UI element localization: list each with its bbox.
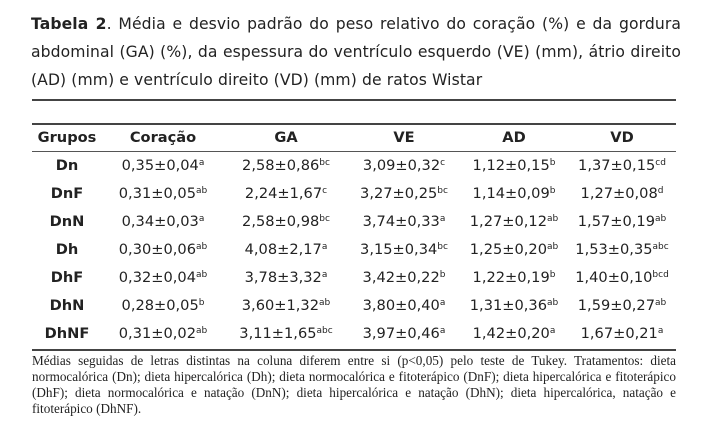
- table-row: [32, 207, 676, 235]
- vd-cell: [568, 235, 676, 263]
- cell-letters: b: [549, 269, 556, 280]
- cell-letters: ab: [546, 298, 559, 309]
- ad-cell: [460, 263, 568, 291]
- header-grupos: Grupos: [37, 129, 97, 146]
- ga-cell: [224, 235, 348, 263]
- ve-cell: [348, 235, 460, 263]
- cell-value: 1,12±0,15: [472, 156, 550, 174]
- cell-value: 1,25±0,20: [469, 240, 547, 258]
- ga-cell: [224, 263, 348, 291]
- data-table: [32, 124, 676, 348]
- cell-value: 1,31±0,36: [469, 297, 547, 315]
- group-cell: DnN: [49, 212, 85, 230]
- table-footnote: Médias seguidas de letras distintas na coluna diferem entre si (p<0,05) pelo teste de Tukey. Tratamentos: dieta normocalórica (Dn); dieta hipercalórica (Dh); dieta normocalórica e fitoterápico (DnF); dieta hipercalórica e fitoterápico (DhF); dieta normocalórica e natação (DnN); dieta hipercalórica e natação (DhN); dieta hipercalórica, natação e fitoterápico (DhNF).: [32, 353, 676, 416]
- cell-value: 3,27±0,25: [360, 184, 438, 202]
- cell-value: 2,58±0,98: [242, 212, 320, 230]
- coracao-cell: [102, 151, 224, 179]
- coracao-cell: [102, 235, 224, 263]
- cell-value: 3,80±0,40: [362, 297, 440, 315]
- cell-letters: a: [439, 213, 446, 224]
- ad-cell: [460, 207, 568, 235]
- cell-letters: b: [549, 157, 556, 168]
- ga-cell: [224, 291, 348, 319]
- cell-value: 1,27±0,08: [580, 184, 658, 202]
- cell-letters: b: [439, 269, 446, 280]
- ga-cell: [224, 320, 348, 348]
- ga-cell: [224, 207, 348, 235]
- ad-cell: [460, 151, 568, 179]
- header-ve: VE: [393, 129, 415, 146]
- cell-value: 0,34±0,03: [121, 212, 199, 230]
- cell-value: 1,57±0,19: [577, 212, 655, 230]
- cell-letters: a: [321, 269, 328, 280]
- cell-value: 1,59±0,27: [577, 297, 655, 315]
- cell-value: 3,97±0,46: [362, 325, 440, 343]
- ve-cell: [348, 320, 460, 348]
- cell-value: 0,31±0,02: [118, 325, 196, 343]
- table-header-row: [32, 124, 676, 151]
- ad-cell: [460, 320, 568, 348]
- cell-letters: ab: [546, 241, 559, 252]
- cell-value: 3,09±0,32: [362, 156, 441, 174]
- table-row: [32, 320, 676, 348]
- cell-value: 1,22±0,19: [472, 268, 550, 286]
- cell-letters: bc: [319, 157, 330, 168]
- top-rule: [32, 99, 676, 101]
- cell-value: 1,42±0,20: [472, 325, 550, 343]
- cell-value: 1,40±0,10: [575, 268, 653, 286]
- cell-value: 2,58±0,86: [242, 156, 320, 174]
- cell-value: 3,15±0,34: [360, 240, 438, 258]
- table-caption: [31, 10, 681, 94]
- cell-value: 0,30±0,06: [118, 240, 196, 258]
- ad-cell: [460, 179, 568, 207]
- ad-cell: [460, 291, 568, 319]
- cell-value: 3,74±0,33: [362, 212, 440, 230]
- vd-cell: [568, 207, 676, 235]
- cell-value: 3,78±3,32: [244, 268, 322, 286]
- ga-cell: [224, 151, 348, 179]
- cell-letters: ab: [318, 298, 331, 309]
- ve-cell: [348, 291, 460, 319]
- cell-value: 0,31±0,05: [118, 184, 196, 202]
- cell-value: 3,60±1,32: [241, 297, 319, 315]
- cell-value: 1,14±0,09: [472, 184, 550, 202]
- cell-letters: a: [549, 326, 556, 337]
- ve-cell: [348, 151, 460, 179]
- vd-cell: [568, 151, 676, 179]
- vd-cell: [568, 320, 676, 348]
- cell-letters: a: [439, 326, 446, 337]
- cell-letters: a: [657, 326, 664, 337]
- group-cell: Dn: [55, 156, 79, 174]
- cell-letters: bc: [437, 241, 448, 252]
- cell-letters: ab: [195, 185, 208, 196]
- group-cell: DnF: [50, 184, 84, 202]
- cell-letters: abc: [316, 326, 333, 337]
- cell-letters: ab: [195, 269, 208, 280]
- coracao-cell: [102, 320, 224, 348]
- cell-letters: bcd: [652, 269, 669, 280]
- cell-letters: abc: [652, 241, 669, 252]
- table-row: [32, 151, 676, 179]
- cell-value: 2,24±1,67: [244, 184, 323, 202]
- cell-letters: a: [321, 241, 328, 252]
- bottom-rule: [32, 349, 676, 351]
- table-row: [32, 291, 676, 319]
- header-vd: VD: [610, 129, 634, 146]
- cell-letters: a: [198, 157, 205, 168]
- cell-value: 3,42±0,22: [362, 268, 440, 286]
- cell-letters: ab: [195, 241, 208, 252]
- coracao-cell: [102, 207, 224, 235]
- cell-letters: ab: [546, 213, 559, 224]
- vd-cell: [568, 291, 676, 319]
- cell-letters: c: [440, 157, 446, 168]
- caption-text: . Média e desvio padrão do peso relativo do coração (%) e da gordura abdominal (GA) (%), da espessura do ventrículo esquerdo (VE) (mm), átrio direito (AD) (mm) e ventrículo direito (VD) (mm) de ratos Wistar: [31, 15, 682, 89]
- cell-letters: a: [198, 213, 205, 224]
- ve-cell: [348, 263, 460, 291]
- cell-value: 1,27±0,12: [469, 212, 547, 230]
- cell-value: 1,53±0,35: [575, 240, 653, 258]
- cell-letters: ab: [654, 213, 667, 224]
- group-cell: DhN: [49, 297, 85, 315]
- cell-value: 0,28±0,05: [121, 297, 199, 315]
- cell-letters: b: [198, 298, 205, 309]
- header-ad: AD: [502, 129, 526, 146]
- header-ga: GA: [274, 129, 298, 146]
- cell-value: 0,35±0,04: [121, 156, 199, 174]
- cell-letters: ab: [195, 326, 208, 337]
- ga-cell: [224, 179, 348, 207]
- cell-letters: cd: [655, 157, 666, 168]
- group-cell: DhF: [50, 268, 84, 286]
- group-cell: Dh: [55, 240, 79, 258]
- coracao-cell: [102, 179, 224, 207]
- cell-letters: c: [322, 185, 328, 196]
- group-cell: DhNF: [44, 325, 90, 343]
- cell-letters: bc: [437, 185, 448, 196]
- cell-value: 1,67±0,21: [580, 325, 658, 343]
- cell-letters: b: [549, 185, 556, 196]
- ve-cell: [348, 179, 460, 207]
- cell-letters: bc: [319, 213, 330, 224]
- cell-letters: d: [657, 185, 664, 196]
- header-coracao: Coração: [129, 129, 197, 146]
- coracao-cell: [102, 291, 224, 319]
- cell-letters: ab: [654, 298, 667, 309]
- cell-value: 3,11±1,65: [239, 325, 317, 343]
- cell-value: 0,32±0,04: [118, 268, 196, 286]
- caption-label: Tabela 2: [31, 15, 107, 33]
- vd-cell: [568, 263, 676, 291]
- table-row: [32, 235, 676, 263]
- ve-cell: [348, 207, 460, 235]
- cell-value: 4,08±2,17: [244, 240, 322, 258]
- cell-value: 1,37±0,15: [578, 156, 656, 174]
- vd-cell: [568, 179, 676, 207]
- ad-cell: [460, 235, 568, 263]
- coracao-cell: [102, 263, 224, 291]
- cell-letters: a: [439, 298, 446, 309]
- table-row: [32, 179, 676, 207]
- table-row: [32, 263, 676, 291]
